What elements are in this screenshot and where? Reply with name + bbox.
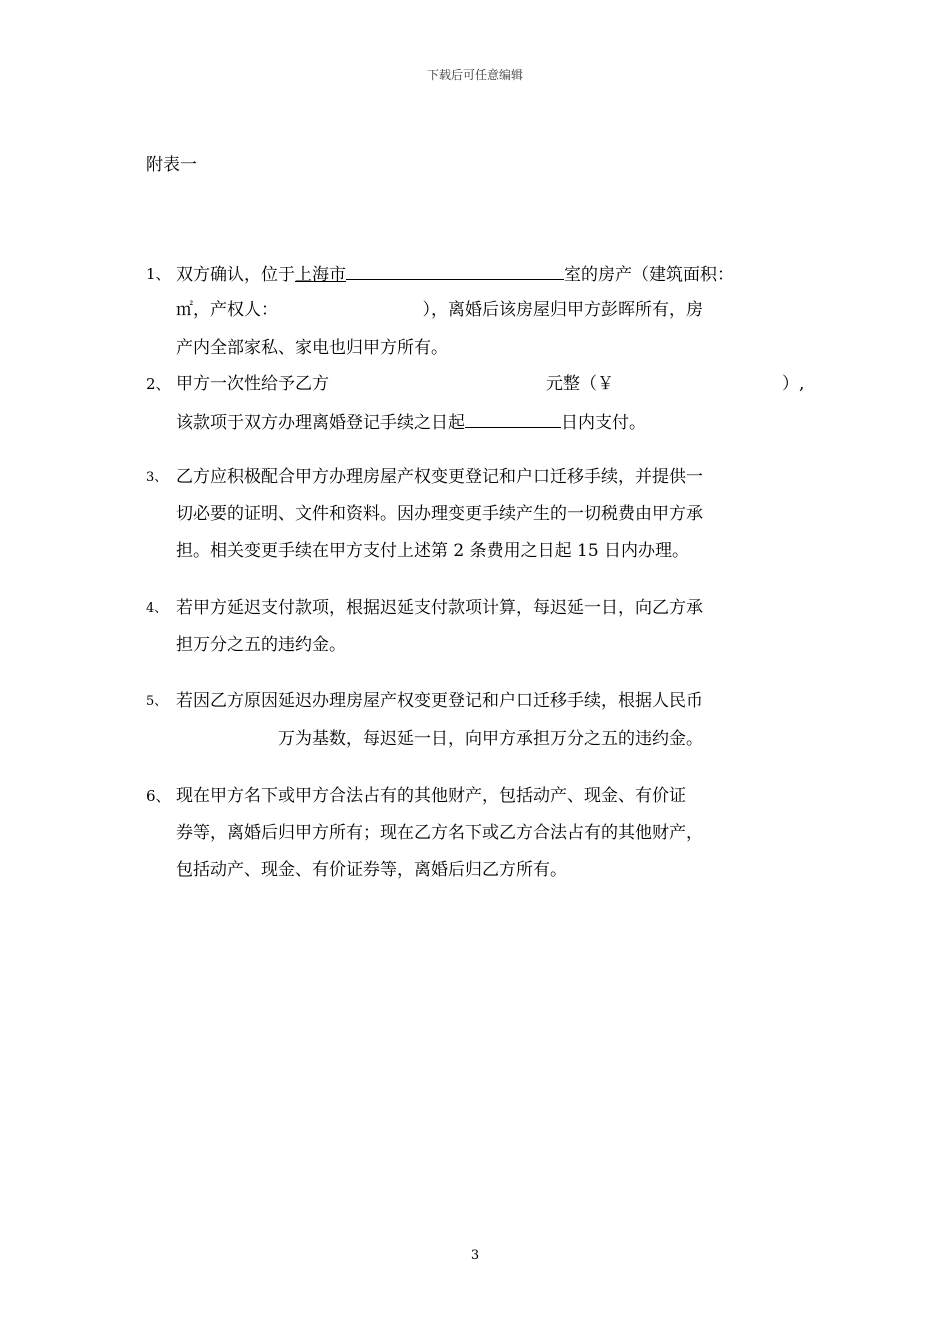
item-1-line-1-text: 双方确认，位于 <box>176 265 295 285</box>
document-title: 附表一 <box>146 155 197 175</box>
item-5-line-2: 万为基数，每迟延一日，向甲方承担万分之五的违约金。 <box>278 729 703 749</box>
item-1-line-2: ㎡，产权人： ），离婚后该房屋归甲方彭晖所有，房 <box>176 300 703 320</box>
item-2-amount-label: 元整（￥ <box>546 374 614 394</box>
item-3-number: 3、 <box>146 470 168 485</box>
item-6-line-3: 包括动产、现金、有价证券等，离婚后归乙方所有。 <box>176 860 567 880</box>
item-5-number: 5、 <box>146 694 168 709</box>
item-6-line-1: 现在甲方名下或甲方合法占有的其他财产，包括动产、现金、有价证 <box>176 786 686 806</box>
item-2-line-2-text: 该款项于双方办理离婚登记手续之日起 <box>176 413 465 433</box>
item-6-number: 6、 <box>146 787 171 805</box>
item-1-number: 1、 <box>146 265 171 283</box>
item-4-line-2: 担万分之五的违约金。 <box>176 635 346 655</box>
address-city: 上海市 <box>295 265 346 285</box>
item-1-line-1-rest: 室的房产（建筑面积： <box>564 265 734 285</box>
item-4-number: 4、 <box>146 601 168 616</box>
item-1-line-3: 产内全部家私、家电也归甲方所有。 <box>176 338 448 358</box>
item-2-line-2-rest: 日内支付。 <box>561 413 646 433</box>
item-6-line-2: 券等，离婚后归甲方所有；现在乙方名下或乙方合法占有的其他财产， <box>176 823 703 843</box>
item-3-line-2: 切必要的证明、文件和资料。因办理变更手续产生的一切税费由甲方承 <box>176 504 703 524</box>
item-2-number: 2、 <box>146 375 171 393</box>
days-blank <box>465 410 561 428</box>
item-3-line-3: 担。相关变更手续在甲方支付上述第 2 条费用之日起 15 日内办理。 <box>176 541 690 561</box>
item-2-line-1: 甲方一次性给予乙方 <box>176 374 329 394</box>
item-2-line-2 <box>176 410 646 434</box>
page-number: 3 <box>470 1248 480 1263</box>
page-header: 下载后可任意编辑 <box>426 68 523 82</box>
item-4-line-1: 若甲方延迟支付款项，根据迟延支付款项计算，每迟延一日，向乙方承 <box>176 598 703 618</box>
item-3-line-1: 乙方应积极配合甲方办理房屋产权变更登记和户口迁移手续，并提供一 <box>176 467 703 487</box>
address-blank <box>346 262 564 280</box>
item-1-line-1 <box>176 262 734 286</box>
item-5-line-1: 若因乙方原因延迟办理房屋产权变更登记和户口迁移手续，根据人民币 <box>176 691 703 711</box>
item-2-amount-close: ）, <box>782 374 805 394</box>
